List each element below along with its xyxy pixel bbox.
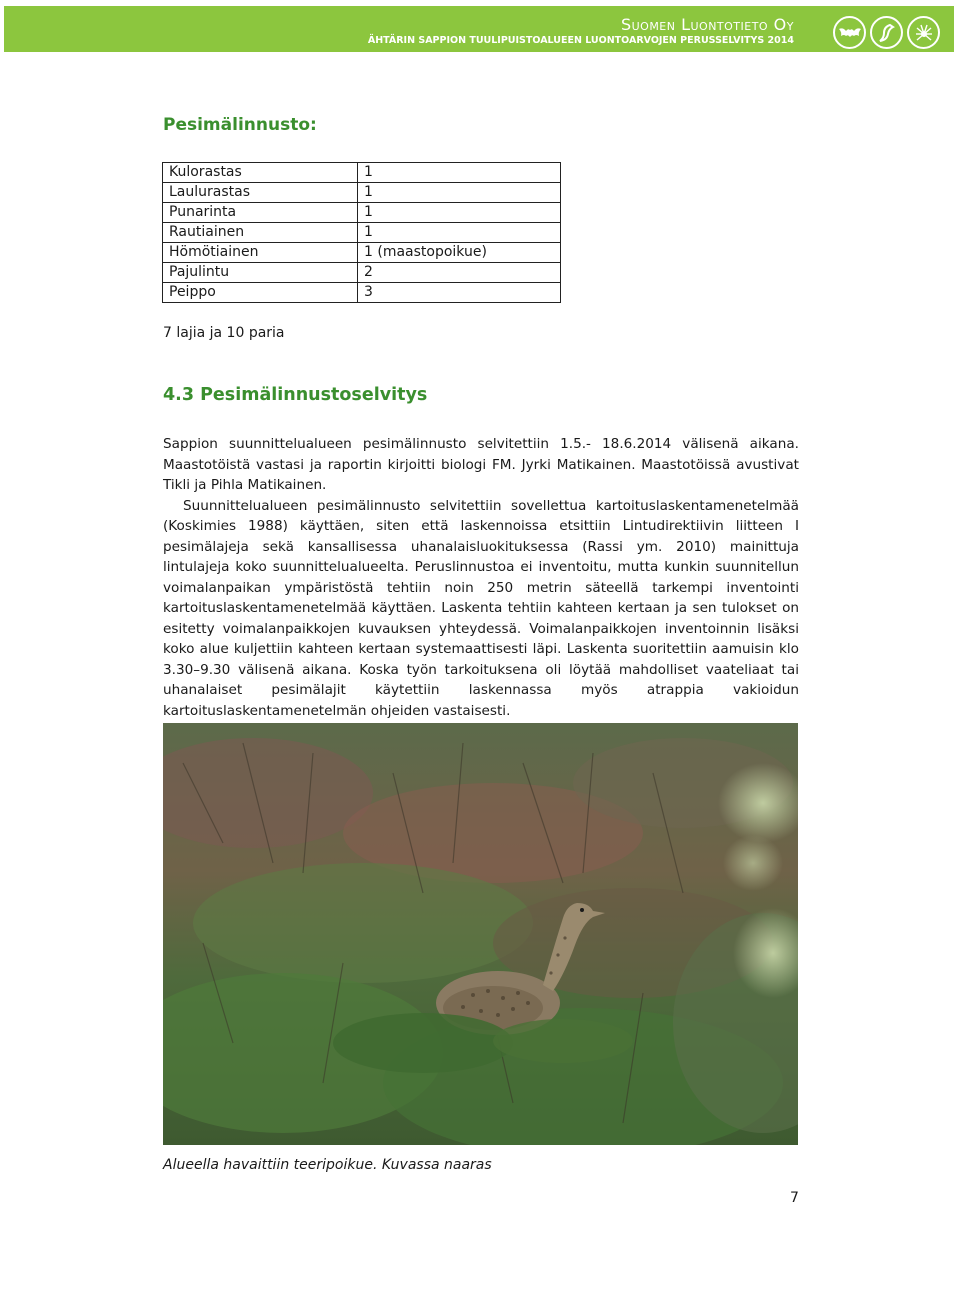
pair-count: 1 [358, 183, 561, 203]
bat-icon [833, 16, 866, 49]
pair-count: 3 [358, 283, 561, 303]
paragraph-methods-detail: Suunnittelualueen pesimälinnusto selvitettiin sovellettua kartoituslaskentamenetelmää (Koskimies 1988) käyttäen, siten että laskennoissa etsittiin Lintudirektiivin liitteen I pesimälajeja sekä kansallisessa uhanalaisluokituksessa (Rassi ym. 2010) mainittuja lintulajeja koko suunnittelualueelta. Peruslinnustoa ei inventoitu, mutta kunkin suunnitellun voimalanpaikan ympäristöstä tehtiin noin 250 metrin säteellä tarkempi inventointi kartoituslaskentamenetelmää käyttäen. Laskenta tehtiin kahteen kertaan ja sen tulokset on esitetty voimalanpaikkojen kuvauksen yhteydessä. Voimalanpaikkojen inventoinnin lisäksi koko alue kuljettiin kahteen kertaan systemaattisesti läpi. Laskenta suoritettiin aamuisin klo 3.30–9.30 välisenä aikana. Koska työn tarkoituksena oli löytää mahdolliset vaateliaat tai uhanalaiset pesimälajit käytettiin laskennassa myös atrappia vakioidun kartoituslaskentamenetelmän ohjeiden vastaisesti. [163, 497, 799, 719]
pair-count: 1 (maastopoikue) [358, 243, 561, 263]
species-name: Rautiainen [163, 223, 358, 243]
chapter-heading: 4.3 Pesimälinnustoselvitys [163, 385, 428, 405]
table-row [163, 163, 561, 183]
logo-row [833, 16, 940, 49]
species-summary: 7 lajia ja 10 paria [163, 325, 285, 341]
species-name: Pajulintu [163, 263, 358, 283]
table-row [163, 223, 561, 243]
species-name: Punarinta [163, 203, 358, 223]
grouse-photo [163, 723, 798, 1145]
bird-icon [870, 16, 903, 49]
pair-count: 1 [358, 163, 561, 183]
report-subtitle: ÄHTÄRIN SAPPION TUULIPUISTOALUEEN LUONTOARVOJEN PERUSSELVITYS 2014 [367, 35, 794, 46]
species-name: Laulurastas [163, 183, 358, 203]
table-row [163, 283, 561, 303]
table-row [163, 203, 561, 223]
species-name: Hömötiainen [163, 243, 358, 263]
table-row [163, 183, 561, 203]
body-text [163, 434, 799, 721]
pair-count: 1 [358, 203, 561, 223]
species-name: Peippo [163, 283, 358, 303]
pair-count: 2 [358, 263, 561, 283]
page-number: 7 [790, 1190, 799, 1206]
spider-icon [907, 16, 940, 49]
table-row [163, 263, 561, 283]
photo-caption: Alueella havaittiin teeripoikue. Kuvassa naaras [163, 1157, 492, 1173]
pair-count: 1 [358, 223, 561, 243]
species-table [162, 162, 561, 303]
paragraph-methods-intro: Sappion suunnittelualueen pesimälinnusto selvitettiin 1.5.- 18.6.2014 välisenä aikana. Maastotöistä vastasi ja raportin kirjoitti biologi FM. Jyrki Matikainen. Maastotöissä avustivat Tikli ja Pihla Matikainen. [163, 436, 799, 493]
company-name: Suomen Luontotieto Oy [620, 15, 794, 34]
table-row [163, 243, 561, 263]
species-name: Kulorastas [163, 163, 358, 183]
header-bar [4, 6, 954, 52]
section-heading: Pesimälinnusto: [163, 115, 317, 135]
